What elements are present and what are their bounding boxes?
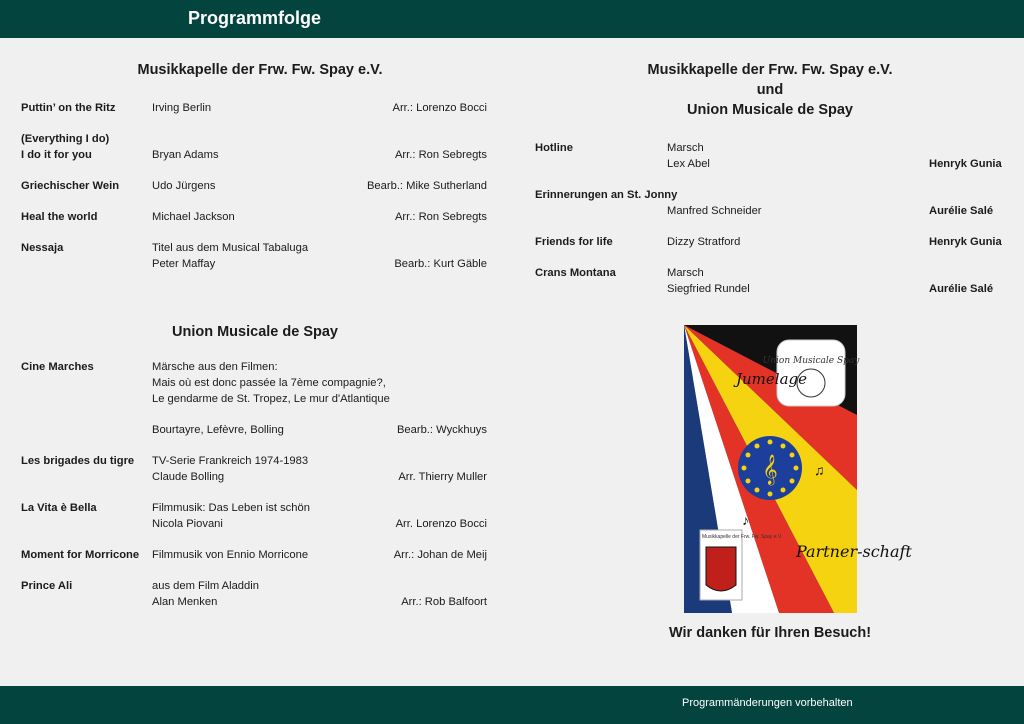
section-title-line: und <box>756 82 784 98</box>
section-title-line: Musikkapelle der Frw. Fw. Spay e.V. <box>647 62 893 78</box>
section-title-line: Union Musicale de Spay <box>687 102 853 118</box>
thanks-text: Wir danken für Ihren Besuch! <box>668 625 872 641</box>
program-composer: Manfred Schneider <box>667 205 762 217</box>
program-title: Hotline <box>535 142 573 154</box>
program-composer: Peter Maffay <box>152 258 216 270</box>
program-title-line1: (Everything I do) <box>21 133 110 145</box>
page-title: Programmfolge <box>188 8 322 28</box>
section-title-joint <box>540 60 1000 120</box>
program-composer: Irving Berlin <box>152 102 212 114</box>
program-info: TV-Serie Frankreich 1974-1983 <box>152 455 309 467</box>
program-title: Heal the world <box>21 211 98 223</box>
program-composer: Bryan Adams <box>152 149 219 161</box>
program-conductor: Henryk Gunia <box>929 236 1002 248</box>
program-composer: Alan Menken <box>152 596 218 608</box>
program-conductor: Aurélie Salé <box>929 205 994 217</box>
poster-graphic <box>684 325 912 613</box>
footer-note: Programmänderungen vorbehalten <box>682 697 853 709</box>
program-conductor: Henryk Gunia <box>929 158 1002 170</box>
treble-clef-icon: 𝄞 <box>762 455 778 485</box>
program-composer: Dizzy Stratford <box>667 236 741 248</box>
program-composer: Udo Jürgens <box>152 180 216 192</box>
program-title: Erinnerungen an St. Jonny <box>535 189 678 201</box>
program-info: Titel aus dem Musical Tabaluga <box>152 242 309 254</box>
program-composer: Bourtayre, Lefèvre, Bolling <box>152 424 284 436</box>
footer-bar <box>0 686 1024 724</box>
program-title: Prince Ali <box>21 580 73 592</box>
program-title: Cine Marches <box>21 361 94 373</box>
program-info: Marsch <box>667 267 704 279</box>
program-arranger: Arr.: Ron Sebregts <box>394 211 487 223</box>
program-info: aus dem Film Aladdin <box>152 580 259 592</box>
music-note-icon: ♪ <box>742 512 749 528</box>
program-composer: Nicola Piovani <box>152 518 223 530</box>
program-composer: Filmmusik von Ennio Morricone <box>152 549 309 561</box>
program-info: Mais où est donc passée la 7ème compagnie?, <box>152 377 386 389</box>
header-bar <box>0 0 1024 38</box>
program-title: Crans Montana <box>535 267 616 279</box>
program-title: I do it for you <box>21 149 92 161</box>
program-composer: Lex Abel <box>667 158 710 170</box>
program-composer: Siegfried Rundel <box>667 283 750 295</box>
program-info: Filmmusik: Das Leben ist schön <box>152 502 310 514</box>
program-composer: Claude Bolling <box>152 471 225 483</box>
union-logo-text: Union Musicale Spay <box>762 356 860 366</box>
program-arranger: Arr.: Johan de Meij <box>393 549 487 561</box>
program-arranger: Arr.: Rob Balfoort <box>401 596 487 608</box>
program-title: Nessaja <box>21 242 64 254</box>
program-title: Puttin’ on the Ritz <box>21 102 116 114</box>
program-arranger: Arr. Lorenzo Bocci <box>395 518 487 530</box>
program-arranger: Arr.: Lorenzo Bocci <box>392 102 487 114</box>
program-composer: Michael Jackson <box>152 211 235 223</box>
program-title: Griechischer Wein <box>21 180 120 192</box>
program-arranger: Bearb.: Mike Sutherland <box>366 180 487 192</box>
program-conductor: Aurélie Salé <box>929 283 994 295</box>
section-title-union-musicale: Union Musicale de Spay <box>172 324 338 340</box>
partnerschaft-text: Partner-schaft <box>796 542 912 561</box>
program-arranger: Arr.: Ron Sebregts <box>394 149 487 161</box>
program-info: Märsche aus den Filmen: <box>152 361 278 373</box>
fire-brigade-shield-icon <box>706 547 736 591</box>
program-title: La Vita è Bella <box>21 502 97 514</box>
program-arranger: Bearb.: Kurt Gäble <box>394 258 487 270</box>
music-note-icon: ♫ <box>814 462 825 478</box>
program-title: Friends for life <box>535 236 613 248</box>
section-title-musikkapelle: Musikkapelle der Frw. Fw. Spay e.V. <box>137 62 383 78</box>
jumelage-text: Jumelage <box>736 370 807 388</box>
program-arranger: Bearb.: Wyckhuys <box>396 424 487 436</box>
program-info: Le gendarme de St. Tropez, Le mur d'Atlantique <box>152 393 390 405</box>
partnership-poster <box>684 325 912 613</box>
program-title: Les brigades du tigre <box>21 455 135 467</box>
program-title: Moment for Morricone <box>21 549 140 561</box>
badge-caption: Musikkapelle der Frw. Fw. Spay e.V. <box>702 534 783 540</box>
program-arranger: Arr. Thierry Muller <box>398 471 487 483</box>
program-info: Marsch <box>667 142 704 154</box>
